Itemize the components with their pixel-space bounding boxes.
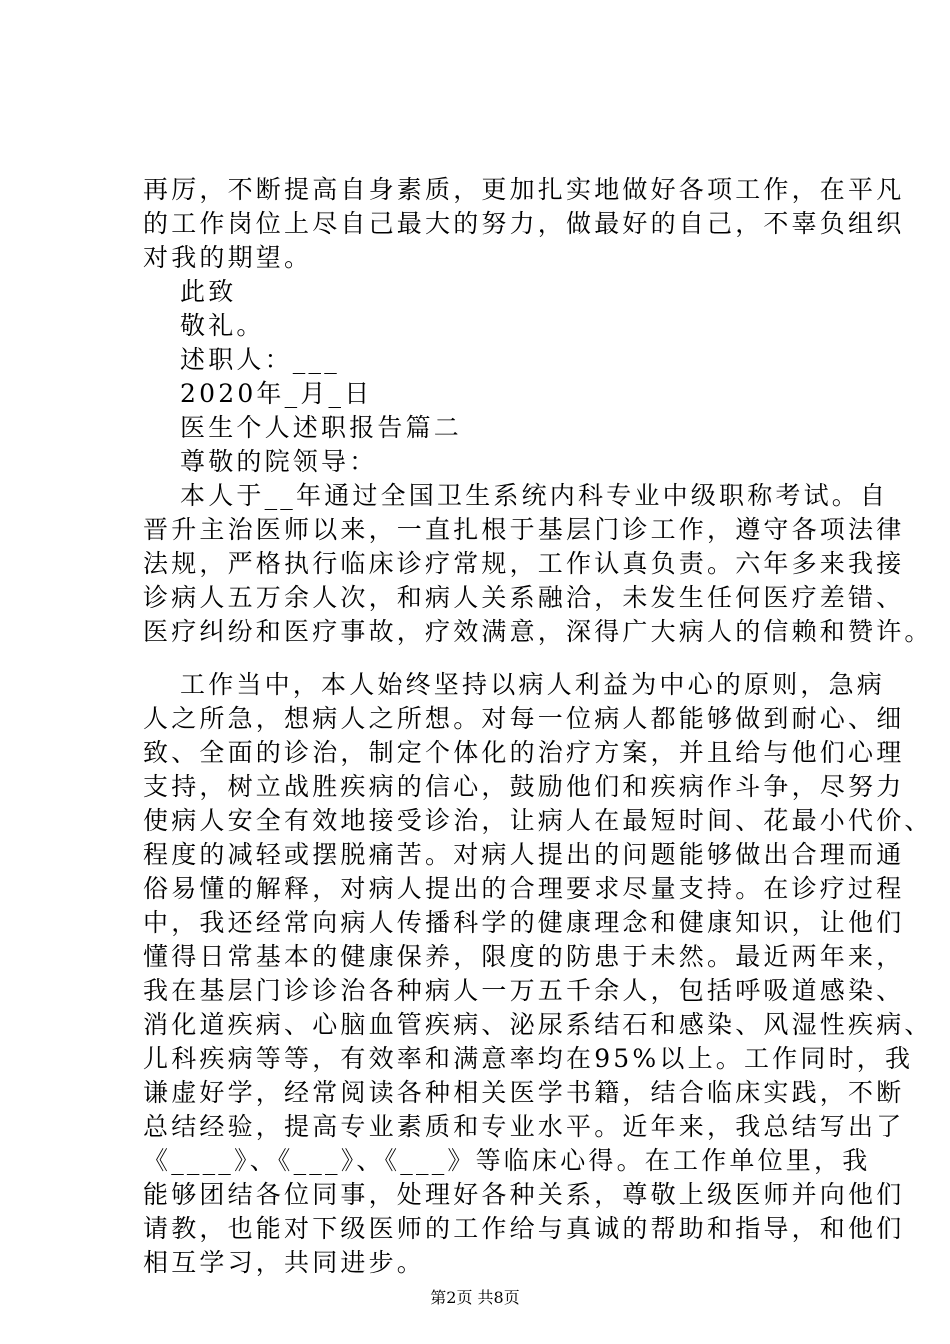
signature-line: 述职人：___ (180, 345, 340, 374)
body-text-line: 法规，严格执行临床诊疗常规，工作认真负责。六年多来我接 (143, 549, 905, 578)
body-text-line: 我在基层门诊诊治各种病人一万五千余人，包括呼吸道感染、 (143, 976, 905, 1005)
body-text-line: 本人于__年通过全国卫生系统内科专业中级职称考试。自 (180, 481, 889, 510)
body-text-line: 《____》、《___》、《___》等临床心得。在工作单位里，我 (143, 1146, 871, 1175)
body-text-line: 消化道疾病、心脑血管疾病、泌尿系结石和感染、风湿性疾病、 (143, 1010, 933, 1039)
body-text-line: 晋升主治医师以来，一直扎根于基层门诊工作，遵守各项法律 (143, 515, 905, 544)
body-text-line: 对我的期望。 (143, 243, 313, 272)
body-text-line: 致、全面的诊治，制定个体化的治疗方案，并且给与他们心理 (143, 738, 905, 767)
body-text-line: 诊病人五万余人次，和病人关系融洽，未发生任何医疗差错、 (143, 583, 905, 612)
body-text-line: 再厉，不断提高自身素质，更加扎实地做好各项工作，在平凡 (143, 175, 905, 204)
body-text-line: 的工作岗位上尽自己最大的努力，做最好的自己，不辜负组织 (143, 209, 905, 238)
section-title: 医生个人述职报告篇二 (180, 413, 463, 442)
body-text-line: 程度的减轻或摆脱痛苦。对病人提出的问题能够做出合理而通 (143, 840, 905, 869)
body-text-line: 总结经验，提高专业素质和专业水平。近年来，我总结写出了 (143, 1112, 905, 1141)
date-line: 2020年_月_日 (180, 379, 373, 408)
body-text-line: 懂得日常基本的健康保养，限度的防患于未然。最近两年来， (143, 942, 905, 971)
body-text-line: 工作当中，本人始终坚持以病人利益为中心的原则，急病 (180, 670, 886, 699)
page-number-footer: 第2页 共8页 (430, 1288, 520, 1307)
greeting: 尊敬的院领导： (180, 447, 378, 476)
body-text-line: 谦虚好学，经常阅读各种相关医学书籍，结合临床实践，不断 (143, 1078, 905, 1107)
closing-regards: 敬礼。 (180, 311, 265, 340)
body-text-line: 能够团结各位同事，处理好各种关系，尊敬上级医师并向他们 (143, 1180, 905, 1209)
body-text-line: 请教，也能对下级医师的工作给与真诚的帮助和指导，和他们 (143, 1214, 905, 1243)
body-text-line: 相互学习，共同进步。 (143, 1248, 426, 1277)
body-text-line: 中，我还经常向病人传播科学的健康理念和健康知识，让他们 (143, 908, 905, 937)
closing-salutation: 此致 (180, 277, 237, 306)
body-text-line: 医疗纠纷和医疗事故，疗效满意，深得广大病人的信赖和赞许。 (143, 617, 933, 646)
body-text-line: 支持，树立战胜疾病的信心，鼓励他们和疾病作斗争，尽努力 (143, 772, 905, 801)
body-text-line: 俗易懂的解释，对病人提出的合理要求尽量支持。在诊疗过程 (143, 874, 905, 903)
body-text-line: 使病人安全有效地接受诊治，让病人在最短时间、花最小代价、 (143, 806, 933, 835)
body-text-line: 人之所急，想病人之所想。对每一位病人都能够做到耐心、细 (143, 704, 905, 733)
body-text-line: 儿科疾病等等，有效率和满意率均在95%以上。工作同时，我 (143, 1044, 914, 1073)
